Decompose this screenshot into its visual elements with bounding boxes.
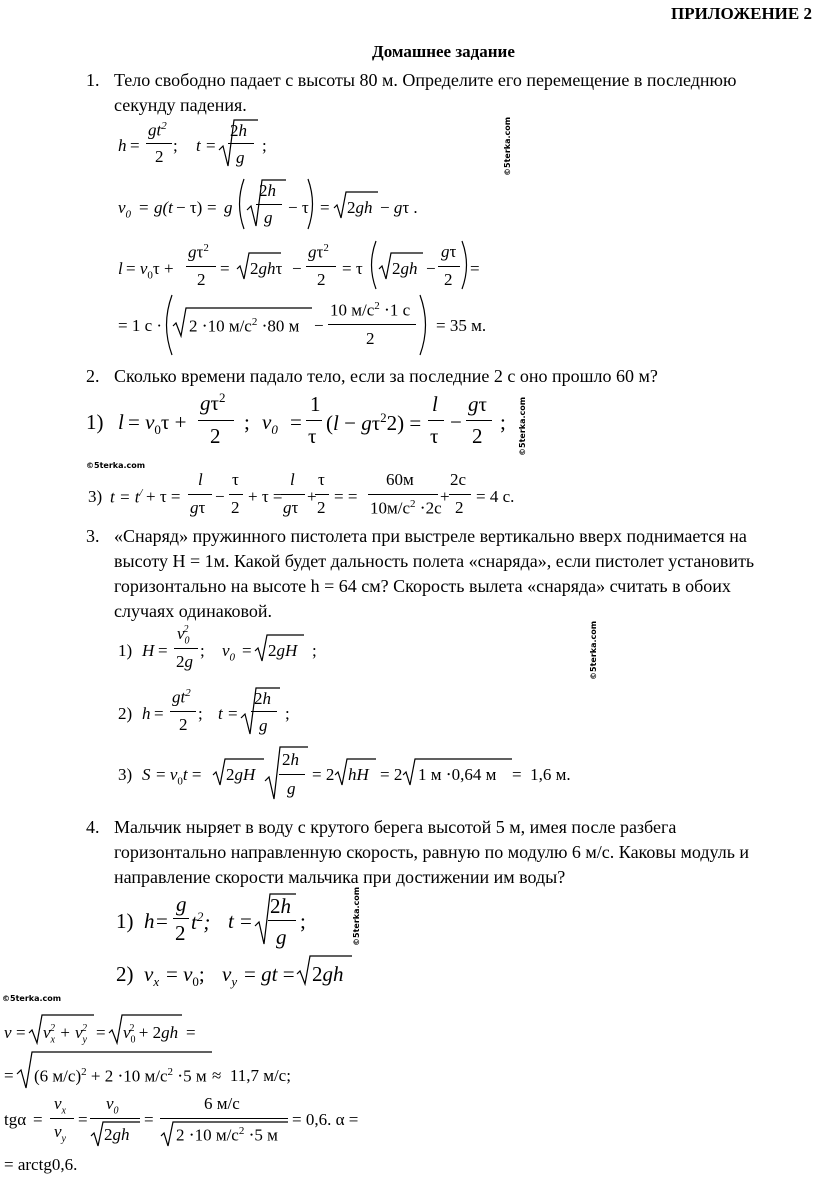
task-3-text-line-2: высоту H = 1м. Какой будет дальность полета «снаряда», если пистолет установить <box>114 551 755 571</box>
task-4-text-line-3: направление скорости мальчика при достижении им воды? <box>114 867 566 887</box>
task-4-text-line-1: Мальчик ныряет в воду с крутого берега высотой 5 м, имея после разбега <box>114 817 677 837</box>
task-2-number: 2. <box>86 366 100 386</box>
task-3-text-line-1: «Снаряд» пружинного пистолета при выстреле вертикально вверх поднимается на <box>114 526 747 546</box>
appendix-label: ПРИЛОЖЕНИЕ 2 <box>671 4 812 23</box>
watermark-5: ©5terka.com <box>352 886 361 946</box>
task-3-number: 3. <box>86 526 100 546</box>
task-1-text-line-1: Тело свободно падает с высоты 80 м. Определите его перемещение в последнюю <box>114 70 737 90</box>
task-1-text-line-2: секунду падения. <box>114 95 247 115</box>
watermark-6: ©5terka.com <box>2 994 62 1003</box>
task-4-number: 4. <box>86 817 100 837</box>
task-4-text-line-2: горизонтально направленную скорость, равную по модулю 6 м/с. Каковы модуль и <box>114 842 750 862</box>
watermark-4: ©5terka.com <box>589 620 598 680</box>
task-2-text-line-1: Сколько времени падало тело, если за последние 2 с оно прошло 60 м? <box>114 366 658 386</box>
watermark-2: ©5terka.com <box>518 396 527 456</box>
page-title: Домашнее задание <box>372 42 515 61</box>
task-3-text-line-3: горизонтально на высоте h = 64 см? Скорость вылета «снаряда» считать в обоих <box>114 576 731 596</box>
watermark-3: ©5terka.com <box>86 461 146 470</box>
watermark-1: ©5terka.com <box>503 116 512 176</box>
task-3-text-line-4: случаях одинаковой. <box>114 601 273 621</box>
task-1-number: 1. <box>86 70 100 90</box>
